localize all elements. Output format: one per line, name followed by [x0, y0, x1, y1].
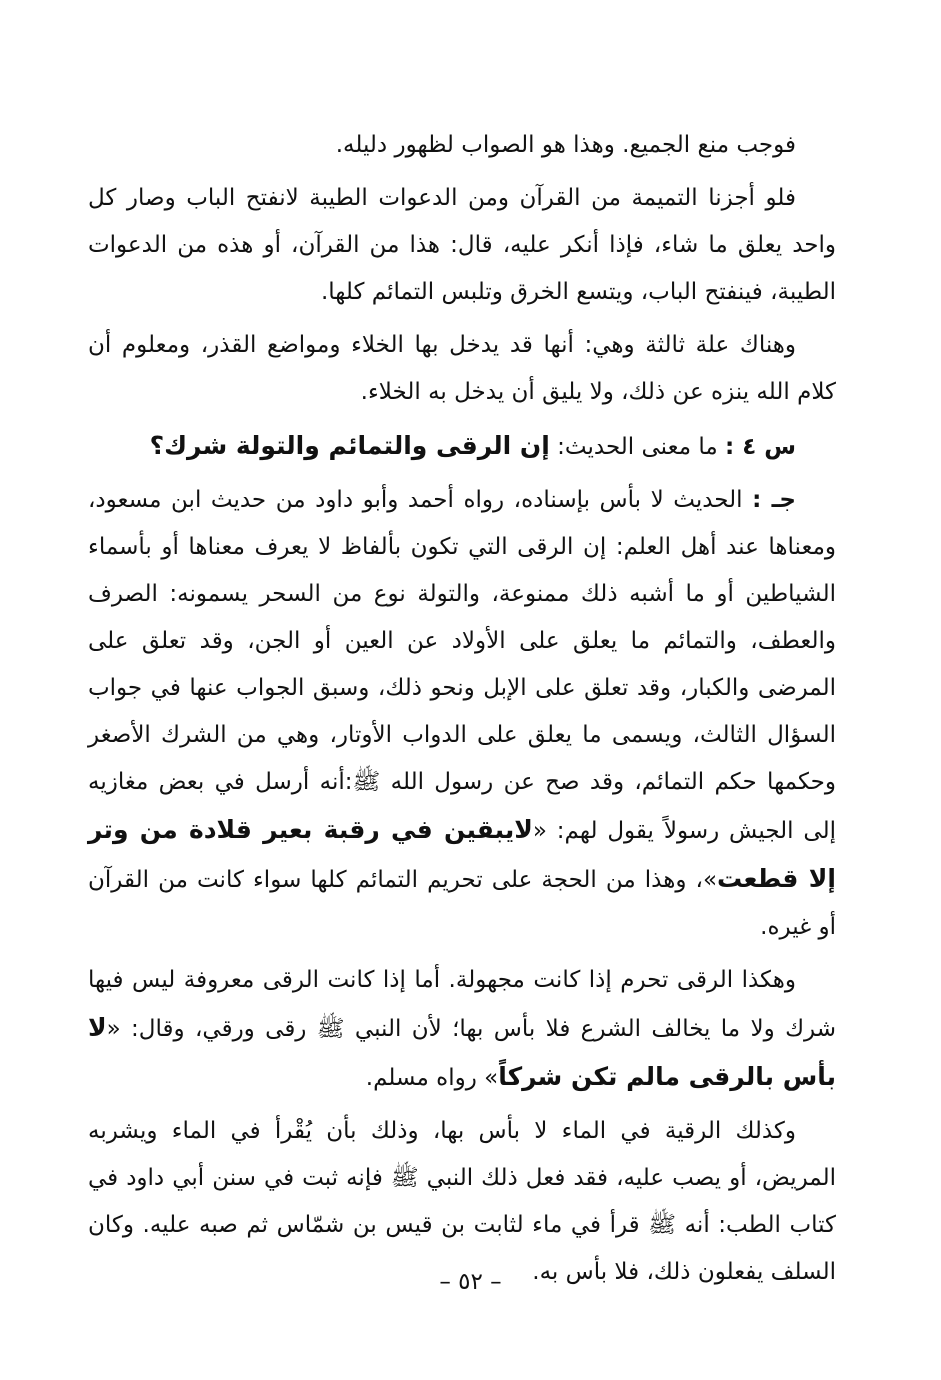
paragraph-text: وكذلك الرقية في الماء لا بأس بها، وذلك بأن يُقْرأ في الماء ويشربه المريض، أو يصب عليه، فقد فعل ذلك النبي ﷺ فإنه ثبت في سنن أبي داود في كتاب الطب: أنه ﷺ قرأ في ماء لثابت بن قيس بن شمّاس ثم صبه عليه. وكان السلف يفعلون ذلك، فلا بأس به.	[88, 1118, 836, 1285]
page-number: – ٥٢ –	[439, 1269, 502, 1295]
question-4	[88, 422, 836, 471]
answer-label: جـ :	[752, 487, 797, 513]
ruqya-hadith: لا بأس بالرقى مالم تكن شركاً	[88, 1013, 836, 1091]
paragraph-text-end: » رواه مسلم.	[365, 1065, 499, 1091]
question-text: ما معنى الحديث:	[557, 434, 718, 460]
answer-4	[88, 477, 836, 951]
paragraph-text: فوجب منع الجميع. وهذا هو الصواب لظهور دليله.	[335, 132, 796, 158]
paragraph-third-reason	[88, 322, 836, 416]
paragraph-ruqya-ruling	[88, 957, 836, 1102]
answer-text-end: »، وهذا من الحجة على تحريم التمائم كلها سواء كانت من القرآن أو غيره.	[88, 867, 836, 940]
paragraph-text: فلو أجزنا التميمة من القرآن ومن الدعوات الطيبة لانفتح الباب وصار كل واحد يعلق ما شاء، فإذا أنكر عليه، قال: هذا من القرآن، أو هذه من الدعوات الطيبة، فينفتح الباب، ويتسع الخرق وتلبس التمائم كلها.	[88, 185, 836, 305]
answer-hadith: لايبقين في رقبة بعير قلادة من وتر إلا قطعت	[88, 815, 836, 893]
question-hadith: إن الرقى والتمائم والتولة شرك؟	[149, 431, 550, 460]
paragraph-text: وهكذا الرقى تحرم إذا كانت مجهولة. أما إذا كانت الرقى معروفة ليس فيها شرك ولا ما يخالف الشرع فلا بأس بها؛ لأن النبي ﷺ رقى ورقي، وقال: «	[88, 967, 836, 1042]
answer-text: الحديث لا بأس بإسناده، رواه أحمد وأبو داود من حديث ابن مسعود، ومعناها عند أهل العلم: إن الرقى التي تكون بألفاظ لا يعرف معناها أو بأسماء الشياطين أو ما أشبه ذلك ممنوعة، والتولة نوع من السحر يسمونه: الصرف والعطف، والتمائم ما يعلق على الأولاد عن العين أو الجن، وقد تعلق على المرضى والكبار، وقد تعلق على الإبل ونحو ذلك، وسبق الجواب عنها في جواب السؤال الثالث، ويسمى ما يعلق على الدواب الأوتار، وهي من الشرك الأصغر وحكمها حكم التمائم، وقد صح عن رسول الله ﷺ:أنه أرسل في بعض مغازيه إلى الجيش رسولاً يقول لهم: «	[88, 487, 836, 844]
paragraph-conclusion	[88, 122, 836, 169]
paragraph-second-reason	[88, 175, 836, 316]
paragraph-text: وهناك علة ثالثة وهي: أنها قد يدخل بها الخلاء ومواضع القذر، ومعلوم أن كلام الله ينزه عن ذلك، ولا يليق أن يدخل به الخلاء.	[88, 332, 836, 405]
page-body	[88, 122, 836, 1296]
question-label: س ٤ :	[724, 434, 796, 460]
